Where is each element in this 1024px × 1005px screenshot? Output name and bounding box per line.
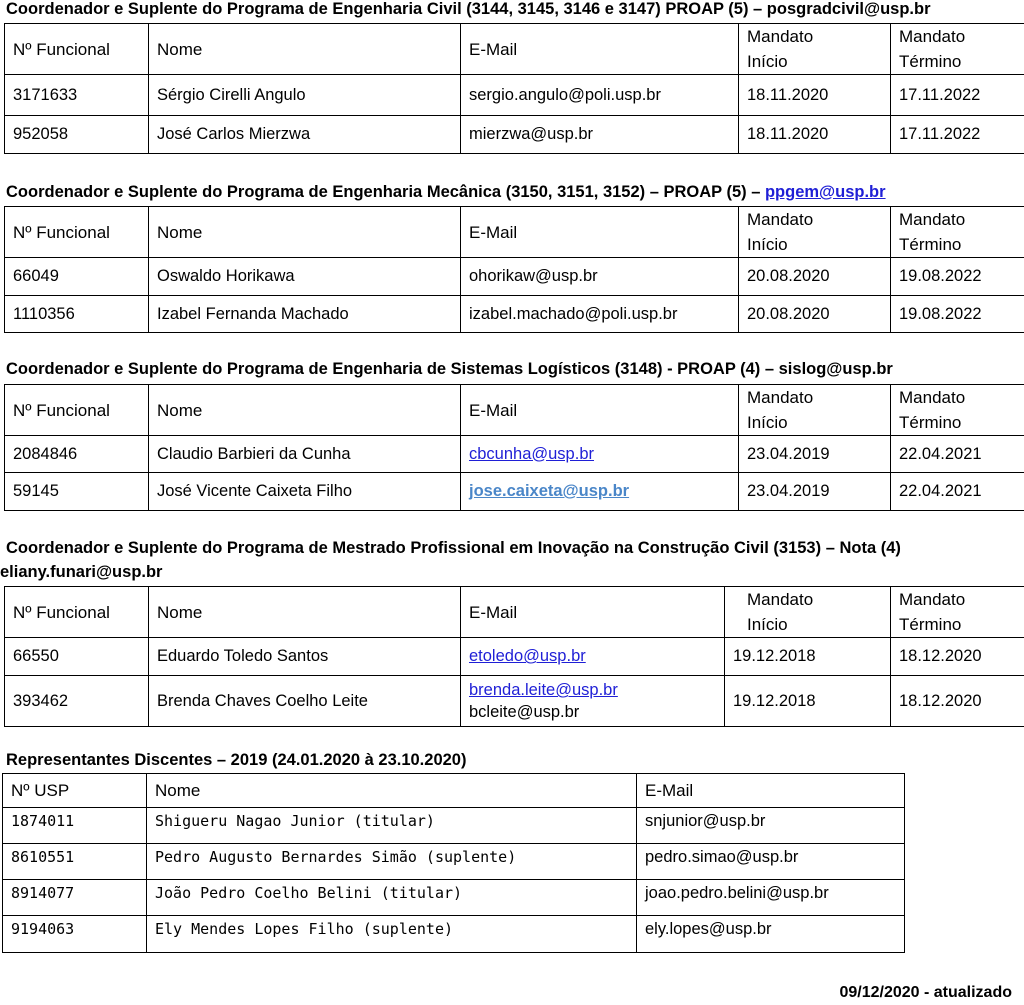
cell-nome: Eduardo Toledo Santos	[149, 638, 461, 676]
cell-termino: 19.08.2022	[891, 258, 1024, 296]
header-nome: Nome	[147, 774, 637, 808]
header-email: E-Mail	[461, 24, 739, 75]
cell-email: izabel.machado@poli.usp.br	[461, 296, 739, 333]
cell-nome: José Carlos Mierzwa	[149, 116, 461, 154]
cell-email: snjunior@usp.br	[637, 808, 905, 844]
civil-section-title: Coordenador e Suplente do Programa de Engenharia Civil (3144, 3145, 3146 e 3147) PROAP (5) – posgradcivil@usp.br	[6, 0, 931, 18]
header-mandato-inicio: Mandato Início	[739, 385, 891, 436]
cell-email	[461, 436, 739, 473]
cell-id: 9194063	[3, 916, 147, 953]
email-link[interactable]: jose.caixeta@usp.br	[469, 482, 630, 500]
cell-email	[461, 473, 739, 511]
cell-email: ely.lopes@usp.br	[637, 916, 905, 953]
header-funcional: Nº Funcional	[5, 587, 149, 638]
table-header-row	[5, 587, 1024, 638]
cell-termino: 17.11.2022	[891, 116, 1024, 154]
cell-termino: 18.12.2020	[891, 638, 1024, 676]
discentes-section-title: Representantes Discentes – 2019 (24.01.2020 à 23.10.2020)	[6, 751, 467, 769]
cell-inicio: 20.08.2020	[739, 296, 891, 333]
header-funcional: Nº Funcional	[5, 24, 149, 75]
mecanica-section-title: Coordenador e Suplente do Programa de Engenharia Mecânica (3150, 3151, 3152) – PROAP (5) – ppgem@usp.br	[6, 183, 886, 201]
table-row	[5, 296, 1024, 333]
cell-nome: Ely Mendes Lopes Filho (suplente)	[147, 916, 637, 953]
cell-nome: Claudio Barbieri da Cunha	[149, 436, 461, 473]
header-funcional: Nº Funcional	[5, 207, 149, 258]
cell-nome: Oswaldo Horikawa	[149, 258, 461, 296]
header-email: E-Mail	[461, 587, 725, 638]
cell-id: 2084846	[5, 436, 149, 473]
logisticos-section-title: Coordenador e Suplente do Programa de Engenharia de Sistemas Logísticos (3148) - PROAP (4) – sislog@usp.br	[6, 360, 893, 378]
cell-id: 8914077	[3, 880, 147, 916]
table-header-row	[3, 774, 905, 808]
cell-nome: Pedro Augusto Bernardes Simão (suplente)	[147, 844, 637, 880]
cell-id: 66550	[5, 638, 149, 676]
cell-nome: José Vicente Caixeta Filho	[149, 473, 461, 511]
cell-nome: Brenda Chaves Coelho Leite	[149, 676, 461, 727]
mecanica-email-link[interactable]: ppgem@usp.br	[764, 183, 886, 201]
header-mandato-inicio: Mandato Início	[739, 24, 891, 75]
header-mandato-termino: Mandato Término	[891, 24, 1024, 75]
table-header-row	[5, 24, 1024, 75]
table-row	[5, 676, 1024, 727]
cell-inicio: 18.11.2020	[739, 116, 891, 154]
header-nome: Nome	[149, 24, 461, 75]
inovacao-section-title: Coordenador e Suplente do Programa de Mestrado Profissional em Inovação na Construção Civil (3153) – Nota (4)	[6, 539, 901, 557]
cell-email: joao.pedro.belini@usp.br	[637, 880, 905, 916]
table-header-row	[5, 207, 1024, 258]
header-funcional: Nº Funcional	[5, 385, 149, 436]
inovacao-section-email: eliany.funari@usp.br	[0, 563, 163, 581]
email-link[interactable]: cbcunha@usp.br	[469, 444, 594, 463]
update-footer: 09/12/2020 - atualizado	[839, 984, 1012, 1001]
cell-inicio: 20.08.2020	[739, 258, 891, 296]
table-row	[5, 436, 1024, 473]
email-secondary: bcleite@usp.br	[469, 703, 580, 721]
cell-inicio: 23.04.2019	[739, 473, 891, 511]
cell-nome: João Pedro Coelho Belini (titular)	[147, 880, 637, 916]
table-row	[3, 880, 905, 916]
cell-inicio: 23.04.2019	[739, 436, 891, 473]
header-mandato-inicio: Mandato Início	[739, 207, 891, 258]
cell-inicio: 19.12.2018	[725, 676, 891, 727]
header-email: E-Mail	[461, 207, 739, 258]
cell-nome: Sérgio Cirelli Angulo	[149, 75, 461, 116]
table-row	[3, 916, 905, 953]
header-mandato-termino: Mandato Término	[891, 385, 1024, 436]
cell-email	[461, 676, 725, 727]
cell-id: 59145	[5, 473, 149, 511]
header-usp: Nº USP	[3, 774, 147, 808]
table-header-row	[5, 385, 1024, 436]
cell-email: sergio.angulo@poli.usp.br	[461, 75, 739, 116]
cell-inicio: 19.12.2018	[725, 638, 891, 676]
cell-nome: Izabel Fernanda Machado	[149, 296, 461, 333]
header-nome: Nome	[149, 385, 461, 436]
table-row	[3, 844, 905, 880]
cell-id: 393462	[5, 676, 149, 727]
table-row	[5, 638, 1024, 676]
table-row	[5, 75, 1024, 116]
cell-id: 1110356	[5, 296, 149, 333]
cell-termino: 18.12.2020	[891, 676, 1024, 727]
logisticos-table	[4, 384, 1024, 511]
header-nome: Nome	[149, 587, 461, 638]
table-row	[3, 808, 905, 844]
table-row	[5, 258, 1024, 296]
header-mandato-inicio: Mandato Início	[725, 587, 891, 638]
cell-termino: 22.04.2021	[891, 436, 1024, 473]
header-nome: Nome	[149, 207, 461, 258]
header-mandato-termino: Mandato Término	[891, 207, 1024, 258]
cell-id: 3171633	[5, 75, 149, 116]
cell-email	[461, 638, 725, 676]
discentes-table	[2, 773, 905, 953]
cell-email: ohorikaw@usp.br	[461, 258, 739, 296]
header-email: E-Mail	[637, 774, 905, 808]
cell-termino: 22.04.2021	[891, 473, 1024, 511]
mecanica-table	[4, 206, 1024, 333]
header-email: E-Mail	[461, 385, 739, 436]
cell-id: 1874011	[3, 808, 147, 844]
civil-table	[4, 23, 1024, 154]
cell-id: 8610551	[3, 844, 147, 880]
table-row	[5, 116, 1024, 154]
cell-nome: Shigueru Nagao Junior (titular)	[147, 808, 637, 844]
cell-id: 952058	[5, 116, 149, 154]
header-mandato-termino: Mandato Término	[891, 587, 1024, 638]
cell-termino: 17.11.2022	[891, 75, 1024, 116]
cell-id: 66049	[5, 258, 149, 296]
email-link[interactable]: brenda.leite@usp.br	[469, 681, 618, 699]
email-link[interactable]: etoledo@usp.br	[469, 647, 586, 665]
table-row	[5, 473, 1024, 511]
cell-termino: 19.08.2022	[891, 296, 1024, 333]
cell-email: mierzwa@usp.br	[461, 116, 739, 154]
cell-email: pedro.simao@usp.br	[637, 844, 905, 880]
inovacao-table	[4, 586, 1024, 727]
cell-inicio: 18.11.2020	[739, 75, 891, 116]
